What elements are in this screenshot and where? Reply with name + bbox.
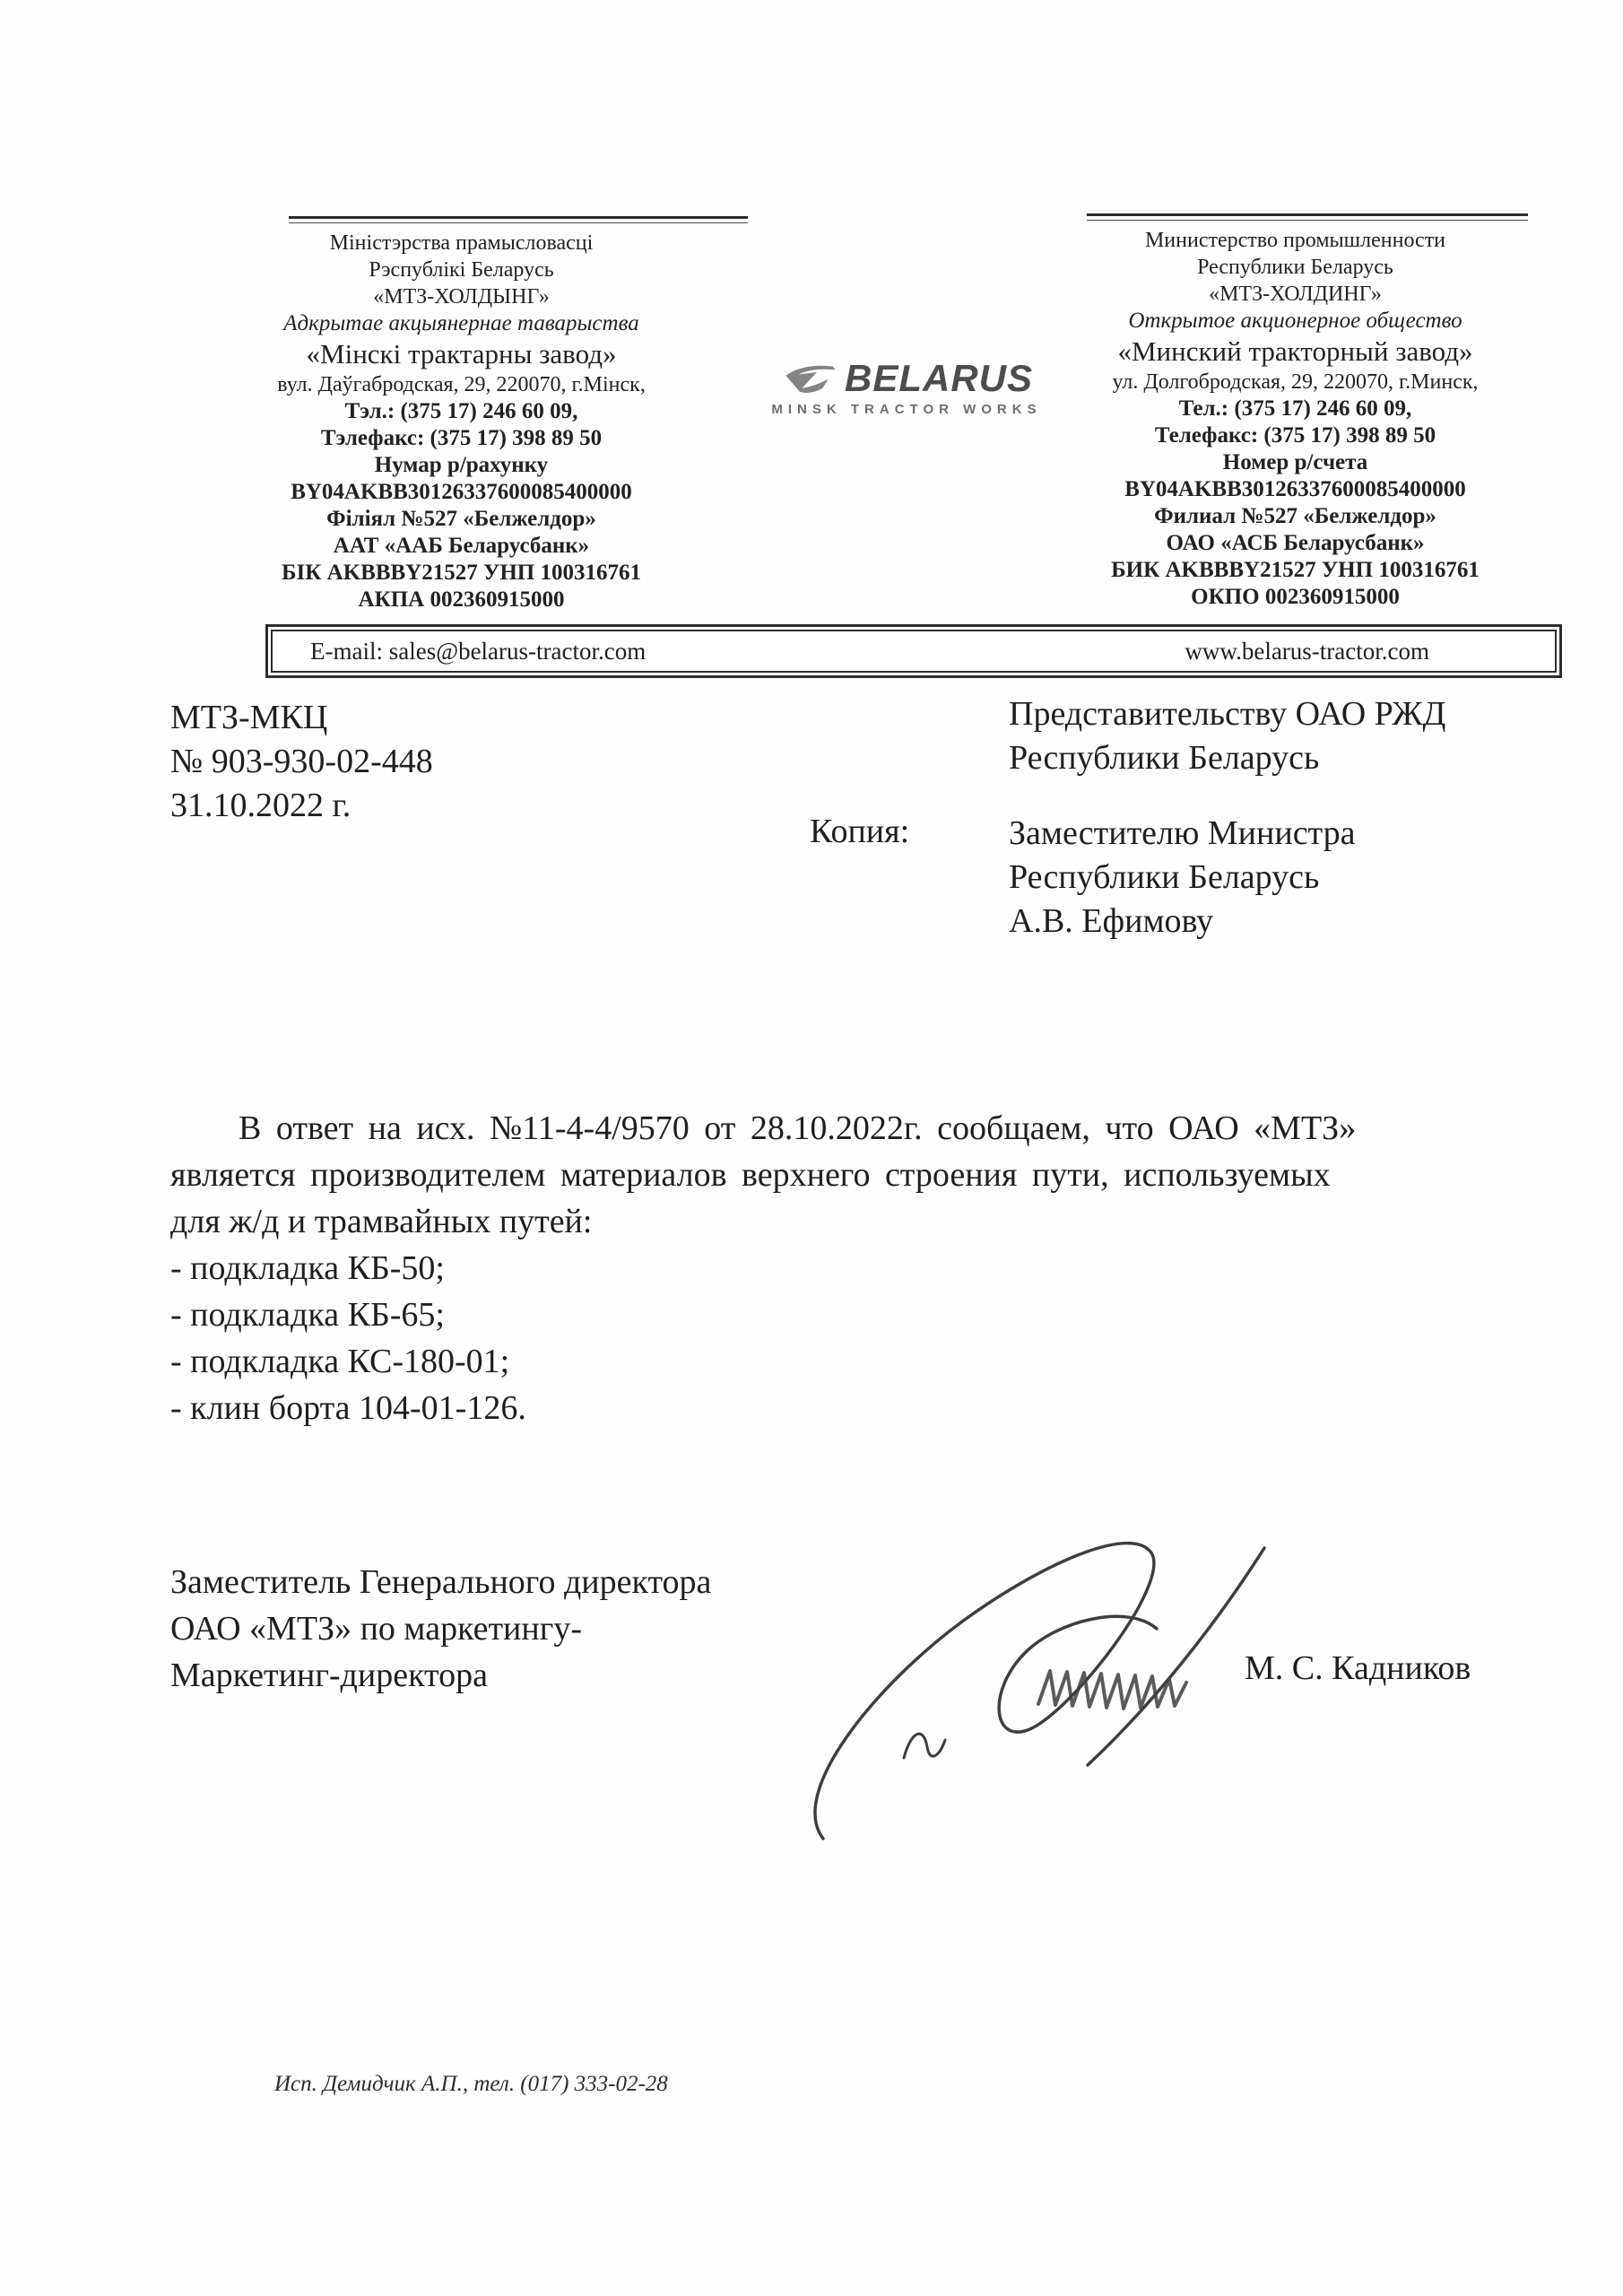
- letterhead-rule-left: [289, 216, 748, 223]
- signatory-position-line: Заместитель Генерального директора: [170, 1563, 712, 1601]
- letterhead-left-bank-branch: Філіял №527 «Белжелдор»: [326, 507, 596, 531]
- letterhead-left: [172, 230, 751, 613]
- letterhead-left-phone: Тэл.: (375 17) 246 60 09,: [344, 399, 578, 423]
- letterhead-left-line: Рэспублікі Беларусь: [369, 258, 554, 282]
- letterhead-right-address: ул. Долгобродская, 29, 220070, г.Минск,: [1112, 370, 1479, 394]
- signatory-position-line: ОАО «МТЗ» по маркетингу-: [170, 1610, 582, 1648]
- letterhead-left-bank-name: ААТ «ААБ Беларусбанк»: [333, 534, 590, 558]
- copy-label: Копия:: [810, 813, 910, 850]
- body-line: В ответ на исх. №11-4-4/9570 от 28.10.2022г. сообщаем, что ОАО «МТЗ»: [239, 1109, 1357, 1147]
- website-text: www.belarus-tractor.com: [1185, 637, 1429, 665]
- handwritten-signature-image: [769, 1487, 1289, 1846]
- list-item: - подкладка КБ-50;: [170, 1249, 445, 1287]
- letterhead-right-bik-unp: БИК AKBBBY21527 УНП 100316761: [1111, 558, 1480, 582]
- letterhead-left-fax: Тэлефакс: (375 17) 398 89 50: [320, 426, 603, 450]
- letterhead-rule-right: [1087, 213, 1528, 221]
- body-line: для ж/д и трамвайных путей:: [170, 1203, 593, 1240]
- copy-addressee-line: А.В. Ефимову: [1009, 902, 1214, 940]
- email-text: E-mail: sales@belarus-tractor.com: [310, 637, 647, 665]
- signatory-position-line: Маркетинг-директора: [170, 1657, 489, 1694]
- list-item: - подкладка КС-180-01;: [170, 1343, 510, 1380]
- signatory-position-block: [170, 1559, 711, 1699]
- letterhead-left-line: «МТЗ-ХОЛДЫНГ»: [373, 285, 550, 309]
- letterhead-right-phone: Тел.: (375 17) 246 60 09,: [1178, 396, 1412, 421]
- letterhead-left-company-name: «Мінскі трактарны завод»: [306, 338, 617, 370]
- body-line: является производителем материалов верхнего строения пути, используемых: [170, 1156, 1331, 1194]
- letterhead-left-okpo: АКПА 002360915000: [358, 587, 565, 612]
- contact-bar: [265, 624, 1562, 678]
- letter-body: [170, 1105, 1542, 1431]
- signatory-name: М. С. Кадников: [1245, 1649, 1471, 1687]
- letterhead-right-account-number: BY04AKBB30126337600085400000: [1124, 477, 1466, 501]
- reference-block: [170, 696, 433, 828]
- letterhead-left-bik-unp: БІК AKBBBY21527 УНП 100316761: [282, 561, 641, 585]
- list-item: - клин борта 104-01-126.: [170, 1389, 526, 1427]
- copy-addressee-line: Республики Беларусь: [1009, 858, 1320, 896]
- list-item: - подкладка КБ-65;: [170, 1296, 445, 1334]
- letterhead-right: [1024, 227, 1567, 611]
- reference-department: МТЗ-МКЦ: [170, 699, 328, 736]
- letterhead-right-bank-branch: Филиал №527 «Белжелдор»: [1154, 504, 1436, 528]
- letterhead-left-address: вул. Даўгабродская, 29, 220070, г.Мінск,: [277, 373, 646, 396]
- copy-addressee-block: [1009, 812, 1356, 944]
- addressee-line: Представительству ОАО РЖД: [1009, 695, 1446, 733]
- letterhead-left-line: Міністэрства прамысловасці: [329, 231, 594, 255]
- executor-note: Исп. Демидчик А.П., тел. (017) 333-02-28: [274, 2072, 668, 2096]
- tractor-works-emblem-icon: [780, 358, 838, 399]
- reference-number: № 903-930-02-448: [170, 743, 433, 780]
- contact-bar-inner: [271, 630, 1557, 673]
- logo-row: [764, 357, 1049, 400]
- letterhead-right-fax: Телефакс: (375 17) 398 89 50: [1154, 423, 1436, 448]
- addressee-block: [1009, 692, 1445, 780]
- addressee-line: Республики Беларусь: [1009, 739, 1320, 777]
- letterhead-right-bank-name: ОАО «АСБ Беларусбанк»: [1166, 531, 1425, 555]
- logo-subtitle: MINSK TRACTOR WORKS: [771, 402, 1042, 417]
- letterhead-right-line: «МТЗ-ХОЛДИНГ»: [1209, 283, 1382, 306]
- letterhead-left-account-number: BY04AKBB30126337600085400000: [291, 480, 632, 504]
- letterhead-left-account-label: Нумар р/рахунку: [374, 453, 549, 477]
- letterhead-right-okpo: ОКПО 002360915000: [1191, 585, 1400, 609]
- letterhead-right-company-name: «Минский тракторный завод»: [1117, 335, 1473, 367]
- letterhead-right-account-label: Номер р/счета: [1222, 450, 1368, 474]
- reference-date: 31.10.2022 г.: [170, 787, 352, 824]
- letterhead-right-line: Министерство промышленности: [1144, 229, 1446, 252]
- letterhead-left-line: Адкрытае акцыянернае таварыства: [283, 311, 639, 335]
- letterhead-right-line: Открытое акционерное общество: [1128, 309, 1462, 333]
- belarus-wordmark: BELARUS: [844, 357, 1033, 399]
- letterhead-right-line: Республики Беларусь: [1197, 256, 1393, 279]
- mtz-logo: [764, 357, 1049, 417]
- copy-addressee-line: Заместителю Министра: [1009, 814, 1356, 852]
